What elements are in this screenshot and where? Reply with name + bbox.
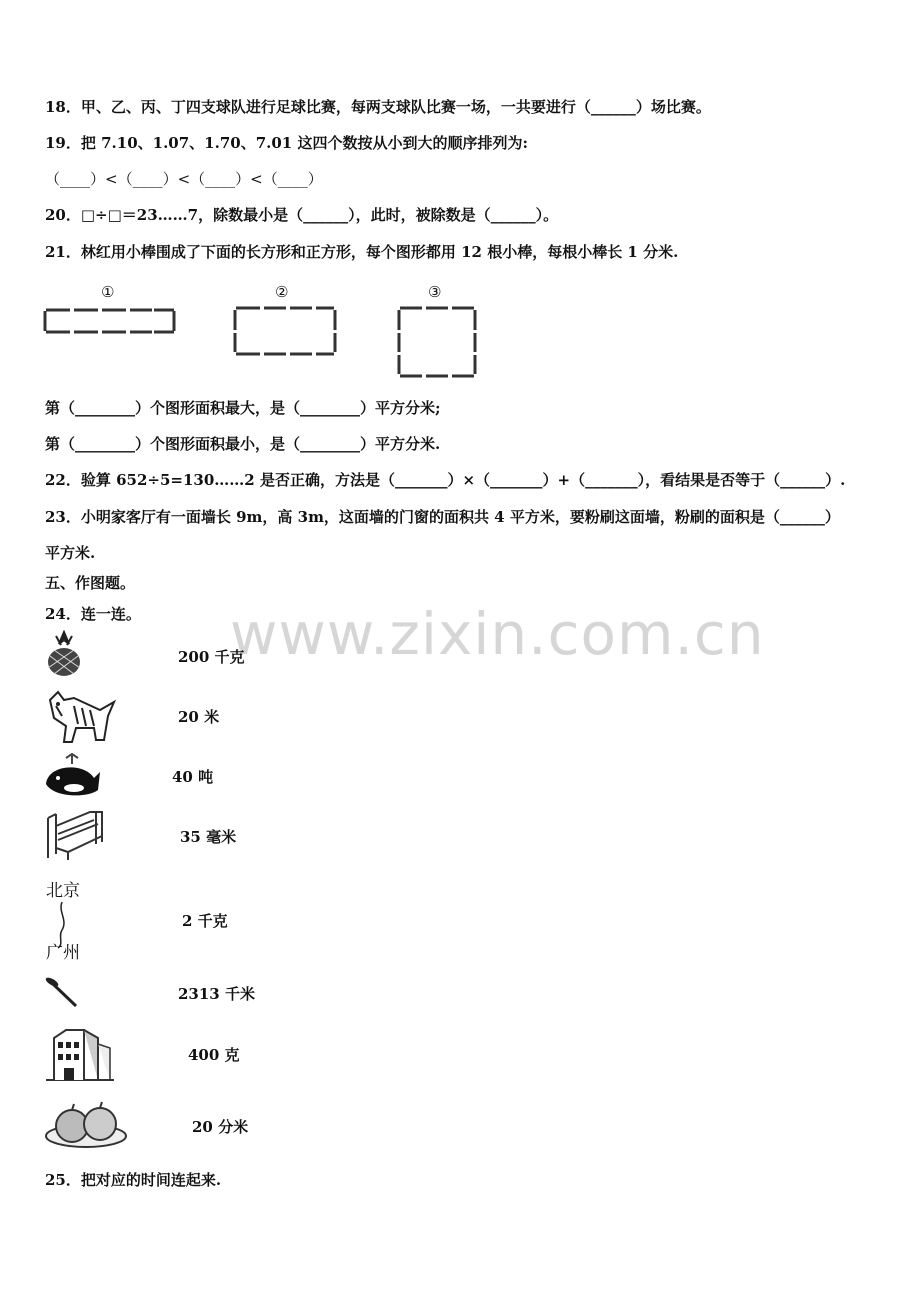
question-23: 23．小明家客厅有一面墙长 9m，高 3m，这面墙的门窗的面积共 4 平方米，要粉刷这面墙，粉刷的面积是（______）	[45, 508, 840, 526]
unit-2313-km: 2313 千米	[178, 985, 255, 1003]
bed-icon	[44, 808, 106, 860]
shape-label-1: ①	[101, 283, 115, 301]
square-shape-3	[394, 302, 480, 382]
shape-label-2: ②	[275, 283, 289, 301]
shape-label-3: ③	[428, 283, 442, 301]
section-5-title: 五、作图题。	[45, 574, 136, 592]
map-label-beijing: 北京	[46, 881, 80, 901]
question-21-smallest: 第（________）个图形面积最小，是（________）平方分米.	[45, 435, 441, 453]
unit-200-kg: 200 千克	[178, 648, 245, 666]
pineapple-icon	[44, 630, 84, 678]
fruit-plate-icon	[44, 1100, 128, 1150]
rectangle-shape-1	[40, 300, 180, 340]
unit-2-kg: 2 千克	[182, 912, 228, 930]
question-21: 21．林红用小棒围成了下面的长方形和正方形，每个图形都用 12 根小棒，每根小棒长 1 分米.	[45, 243, 679, 261]
unit-20-dm: 20 分米	[192, 1118, 249, 1136]
question-18: 18．甲、乙、丙、丁四支球队进行足球比赛，每两支球队比赛一场，一共要进行（______）场比赛。	[45, 98, 711, 116]
question-20: 20．□÷□＝23……7，除数最小是（______），此时，被除数是（______）。	[45, 206, 559, 224]
question-19-blanks: （____）<（____）<（____）<（____）	[45, 170, 323, 188]
question-23-unit: 平方米.	[45, 544, 96, 562]
building-icon	[44, 1024, 116, 1084]
unit-20-m: 20 米	[178, 708, 220, 726]
unit-40-t: 40 吨	[172, 768, 214, 786]
map-label-guangzhou: 广州	[46, 943, 80, 963]
question-22: 22．验算 652÷5=130……2 是否正确，方法是（_______）×（_______）+（_______），看结果是否等于（______）.	[45, 471, 846, 489]
whale-icon	[44, 752, 102, 800]
tiger-icon	[44, 688, 118, 746]
question-24: 24．连一连。	[45, 605, 141, 623]
rectangle-shape-2	[230, 302, 340, 360]
question-25: 25．把对应的时间连起来.	[45, 1171, 222, 1189]
watermark: www.zixin.com.cn	[230, 600, 765, 668]
nail-icon	[44, 976, 84, 1010]
question-21-largest: 第（________）个图形面积最大，是（________）平方分米;	[45, 399, 441, 417]
unit-35-mm: 35 毫米	[180, 828, 237, 846]
unit-400-g: 400 克	[188, 1046, 240, 1064]
question-19: 19．把 7.10、1.07、1.70、7.01 这四个数按从小到大的顺序排列为:	[45, 134, 528, 152]
